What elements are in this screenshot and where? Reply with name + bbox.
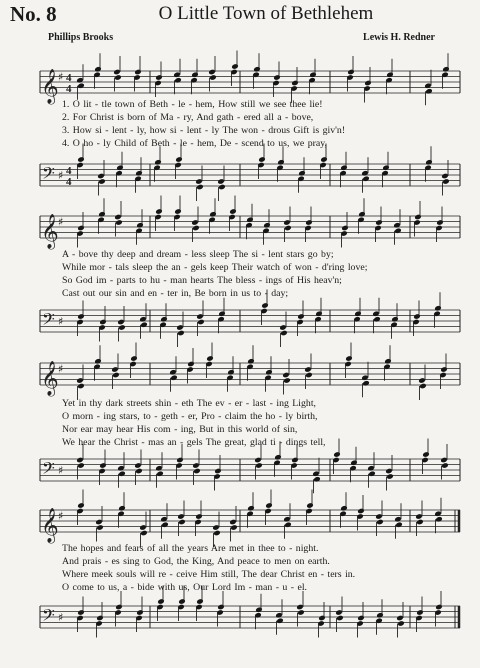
verse-block-2 bbox=[62, 248, 462, 300]
note-head bbox=[291, 80, 299, 87]
note-head bbox=[284, 521, 292, 528]
verse-line: 3. How si - lent - ly, how si - lent - ly The won - drous Gift is giv'n! bbox=[62, 125, 346, 136]
note-head bbox=[247, 358, 255, 365]
note-head bbox=[384, 358, 392, 365]
time-signature-bottom: 4 bbox=[66, 176, 72, 188]
verse-line: Where meek souls will re - ceive Him still, The dear Christ en - ters in. bbox=[62, 569, 356, 580]
note-head bbox=[213, 530, 221, 537]
note-head bbox=[375, 219, 383, 226]
bass-staff bbox=[40, 598, 460, 638]
note-head bbox=[217, 604, 225, 611]
bass-staff bbox=[40, 302, 460, 342]
note-head bbox=[315, 310, 323, 317]
note-head bbox=[118, 470, 126, 477]
note-head bbox=[313, 476, 321, 483]
note-head bbox=[425, 88, 433, 95]
verse-line: The hopes and fears of all the years Are met in thee to - night. bbox=[62, 543, 319, 554]
note-head bbox=[118, 324, 126, 331]
note-head bbox=[196, 184, 204, 191]
verse-line: A - bove thy deep and dream - less sleep The si - lent stars go by; bbox=[62, 249, 334, 260]
note-head bbox=[156, 470, 164, 477]
sharp-key-icon: ♯ bbox=[58, 464, 64, 477]
note-head bbox=[297, 609, 305, 616]
note-head bbox=[362, 380, 370, 387]
note-head bbox=[297, 313, 305, 320]
verse-line: Yet in thy dark streets shin - eth The ev - er - last - ing Light, bbox=[62, 398, 316, 409]
note-head bbox=[98, 178, 106, 185]
note-head bbox=[442, 66, 450, 73]
note-head bbox=[318, 615, 326, 622]
composer-credit: Lewis H. Redner bbox=[363, 32, 435, 43]
note-head bbox=[255, 606, 263, 613]
note-head bbox=[77, 313, 85, 320]
note-head bbox=[231, 63, 239, 70]
note-head bbox=[135, 170, 143, 177]
verse-line: So God im - parts to hu - man hearts The bless - ings of His heav'n; bbox=[62, 275, 342, 286]
sharp-key-icon: ♯ bbox=[58, 362, 64, 376]
verse-block-1 bbox=[62, 98, 462, 150]
note-head bbox=[196, 598, 204, 605]
note-head bbox=[77, 462, 85, 469]
note-head bbox=[394, 227, 402, 234]
verse-line: 4. O ho - ly Child of Beth - le - hem, De - scend to us, we pray, bbox=[62, 138, 327, 149]
note-head bbox=[440, 366, 448, 373]
note-head bbox=[77, 156, 85, 163]
hymn-number: No. 8 bbox=[10, 2, 57, 26]
note-head bbox=[386, 71, 394, 78]
sharp-key-icon: ♯ bbox=[58, 611, 64, 624]
note-head bbox=[265, 502, 273, 509]
note-head bbox=[422, 451, 430, 458]
note-head bbox=[155, 74, 163, 81]
note-head bbox=[246, 216, 254, 223]
note-head bbox=[136, 609, 144, 616]
treble-clef-icon: 𝄞 bbox=[41, 214, 59, 249]
note-head bbox=[229, 208, 237, 215]
note-head bbox=[291, 457, 299, 464]
note-head bbox=[218, 310, 226, 317]
time-signature-bottom: 4 bbox=[66, 83, 72, 95]
note-head bbox=[309, 71, 317, 78]
note-head bbox=[157, 598, 165, 605]
note-head bbox=[136, 222, 144, 229]
note-head bbox=[336, 615, 344, 622]
note-head bbox=[191, 71, 199, 78]
treble-staff bbox=[40, 502, 460, 542]
verse-line: O come to us, a - bide with us, Our Lord Im - man - u - el. bbox=[62, 582, 307, 593]
note-head bbox=[140, 321, 148, 328]
note-head bbox=[333, 451, 341, 458]
sharp-key-icon: ♯ bbox=[58, 315, 64, 328]
note-head bbox=[214, 468, 222, 475]
note-head bbox=[174, 77, 182, 84]
note-head bbox=[94, 66, 102, 73]
note-head bbox=[140, 530, 148, 537]
note-head bbox=[340, 505, 348, 512]
note-head bbox=[395, 521, 403, 528]
note-head bbox=[298, 170, 306, 177]
note-head bbox=[195, 513, 203, 520]
note-head bbox=[320, 156, 328, 163]
note-head bbox=[306, 502, 314, 509]
note-head bbox=[357, 615, 365, 622]
treble-staff bbox=[40, 208, 460, 248]
verse-line: While mor - tals sleep the an - gels keep Their watch of won - d'ring love; bbox=[62, 262, 368, 273]
note-head bbox=[255, 462, 263, 469]
note-head bbox=[358, 211, 366, 218]
note-head bbox=[197, 319, 205, 326]
treble-clef-icon: 𝄞 bbox=[41, 508, 59, 543]
note-head bbox=[414, 214, 422, 221]
time-signature-top: 4 bbox=[66, 72, 72, 84]
note-head bbox=[99, 462, 107, 469]
note-head bbox=[77, 82, 85, 89]
bass-staff bbox=[40, 451, 460, 491]
verse-line: And prais - es sing to God, the King, And peace to men on earth. bbox=[62, 556, 330, 567]
note-head bbox=[345, 355, 353, 362]
note-head bbox=[340, 164, 348, 171]
verse-block-4 bbox=[62, 542, 462, 594]
sharp-key-icon: ♯ bbox=[58, 169, 64, 182]
bass-clef-icon: 𝄢 bbox=[42, 458, 55, 482]
note-head bbox=[98, 211, 106, 218]
note-head bbox=[77, 502, 85, 509]
note-head bbox=[391, 316, 399, 323]
hymn-title-wrap bbox=[0, 3, 480, 25]
note-head bbox=[227, 369, 235, 376]
note-head bbox=[436, 219, 444, 226]
treble-clef-icon: 𝄞 bbox=[41, 361, 59, 396]
note-head bbox=[368, 470, 376, 477]
note-head bbox=[419, 383, 427, 390]
note-head bbox=[170, 374, 178, 381]
note-head bbox=[434, 305, 442, 312]
note-head bbox=[265, 369, 273, 376]
note-head bbox=[341, 225, 349, 232]
treble-staff bbox=[40, 355, 460, 395]
verse-block-3 bbox=[62, 397, 462, 449]
note-head bbox=[187, 361, 195, 368]
note-head bbox=[230, 524, 238, 531]
note-head bbox=[354, 310, 362, 317]
treble-clef-icon: 𝄞 bbox=[41, 69, 59, 104]
note-head bbox=[274, 454, 282, 461]
note-head bbox=[364, 80, 372, 87]
note-head bbox=[178, 598, 186, 605]
verse-line: 2. For Christ is born of Ma - ry, And gath - ered all a - bove, bbox=[62, 112, 314, 123]
sharp-key-icon: ♯ bbox=[58, 215, 64, 229]
note-head bbox=[253, 66, 261, 73]
note-head bbox=[209, 211, 217, 218]
note-head bbox=[305, 219, 313, 226]
bass-clef-icon: 𝄢 bbox=[42, 163, 55, 187]
note-head bbox=[99, 319, 107, 326]
bass-staff bbox=[40, 156, 460, 196]
note-head bbox=[416, 519, 424, 526]
note-head bbox=[161, 521, 169, 528]
lyricist-credit: Phillips Brooks bbox=[48, 32, 114, 43]
note-head bbox=[283, 377, 291, 384]
note-head bbox=[177, 330, 185, 337]
note-head bbox=[218, 184, 226, 191]
note-head bbox=[112, 372, 120, 379]
note-head bbox=[425, 159, 433, 166]
bass-clef-icon: 𝄢 bbox=[42, 309, 55, 333]
note-head bbox=[135, 468, 143, 475]
note-head bbox=[77, 609, 85, 616]
note-head bbox=[174, 208, 182, 215]
note-head bbox=[263, 222, 271, 229]
bass-clef-icon: 𝄢 bbox=[42, 605, 55, 629]
note-head bbox=[77, 225, 85, 232]
note-head bbox=[96, 615, 104, 622]
note-head bbox=[350, 459, 358, 466]
note-head bbox=[284, 225, 292, 232]
note-head bbox=[178, 519, 186, 526]
verse-line: Cast out our sin and en - ter in, Be born in us to - day; bbox=[62, 288, 289, 299]
note-head bbox=[209, 74, 217, 81]
treble-staff bbox=[40, 63, 460, 103]
note-head bbox=[192, 225, 200, 232]
note-head bbox=[258, 156, 266, 163]
note-head bbox=[413, 313, 421, 320]
time-signature-top: 4 bbox=[66, 165, 72, 177]
note-head bbox=[118, 505, 126, 512]
note-head bbox=[114, 74, 122, 81]
note-head bbox=[94, 358, 102, 365]
note-head bbox=[376, 612, 384, 619]
note-head bbox=[277, 159, 285, 166]
note-head bbox=[115, 219, 123, 226]
note-head bbox=[280, 330, 288, 337]
note-head bbox=[77, 383, 85, 390]
note-head bbox=[193, 468, 201, 475]
sharp-key-icon: ♯ bbox=[58, 509, 64, 523]
note-head bbox=[175, 156, 183, 163]
note-head bbox=[115, 604, 123, 611]
note-head bbox=[376, 519, 384, 526]
note-head bbox=[442, 178, 450, 185]
note-head bbox=[273, 74, 281, 81]
note-head bbox=[373, 316, 381, 323]
verse-line: O morn - ing stars, to - geth - er, Pro - claim the ho - ly birth, bbox=[62, 411, 318, 422]
note-head bbox=[116, 164, 124, 171]
note-head bbox=[96, 524, 104, 531]
verse-line: 1. O lit - tle town of Beth - le - hem, How still we see thee lie! bbox=[62, 99, 323, 110]
note-head bbox=[347, 69, 355, 76]
note-head bbox=[362, 175, 370, 182]
note-head bbox=[160, 316, 168, 323]
sharp-key-icon: ♯ bbox=[58, 70, 64, 84]
verse-line: Nor ear may hear His com - ing, But in this world of sin, bbox=[62, 424, 298, 435]
note-head bbox=[155, 208, 163, 215]
note-head bbox=[134, 69, 142, 76]
note-head bbox=[176, 457, 184, 464]
note-head bbox=[276, 617, 284, 624]
note-head bbox=[357, 508, 365, 515]
verse-line: We hear the Christ - mas an - gels The great, glad ti - dings tell, bbox=[62, 437, 326, 448]
note-head bbox=[386, 473, 394, 480]
note-head bbox=[130, 355, 138, 362]
note-head bbox=[382, 164, 390, 171]
note-head bbox=[416, 609, 424, 616]
note-head bbox=[247, 505, 255, 512]
note-head bbox=[441, 462, 449, 469]
note-head bbox=[154, 159, 162, 166]
note-head bbox=[397, 620, 405, 627]
note-head bbox=[305, 372, 313, 379]
hymn-title: O Little Town of Bethlehem bbox=[158, 3, 374, 24]
note-head bbox=[261, 302, 269, 309]
note-head bbox=[435, 516, 443, 523]
note-head bbox=[206, 355, 214, 362]
note-head bbox=[435, 604, 443, 611]
